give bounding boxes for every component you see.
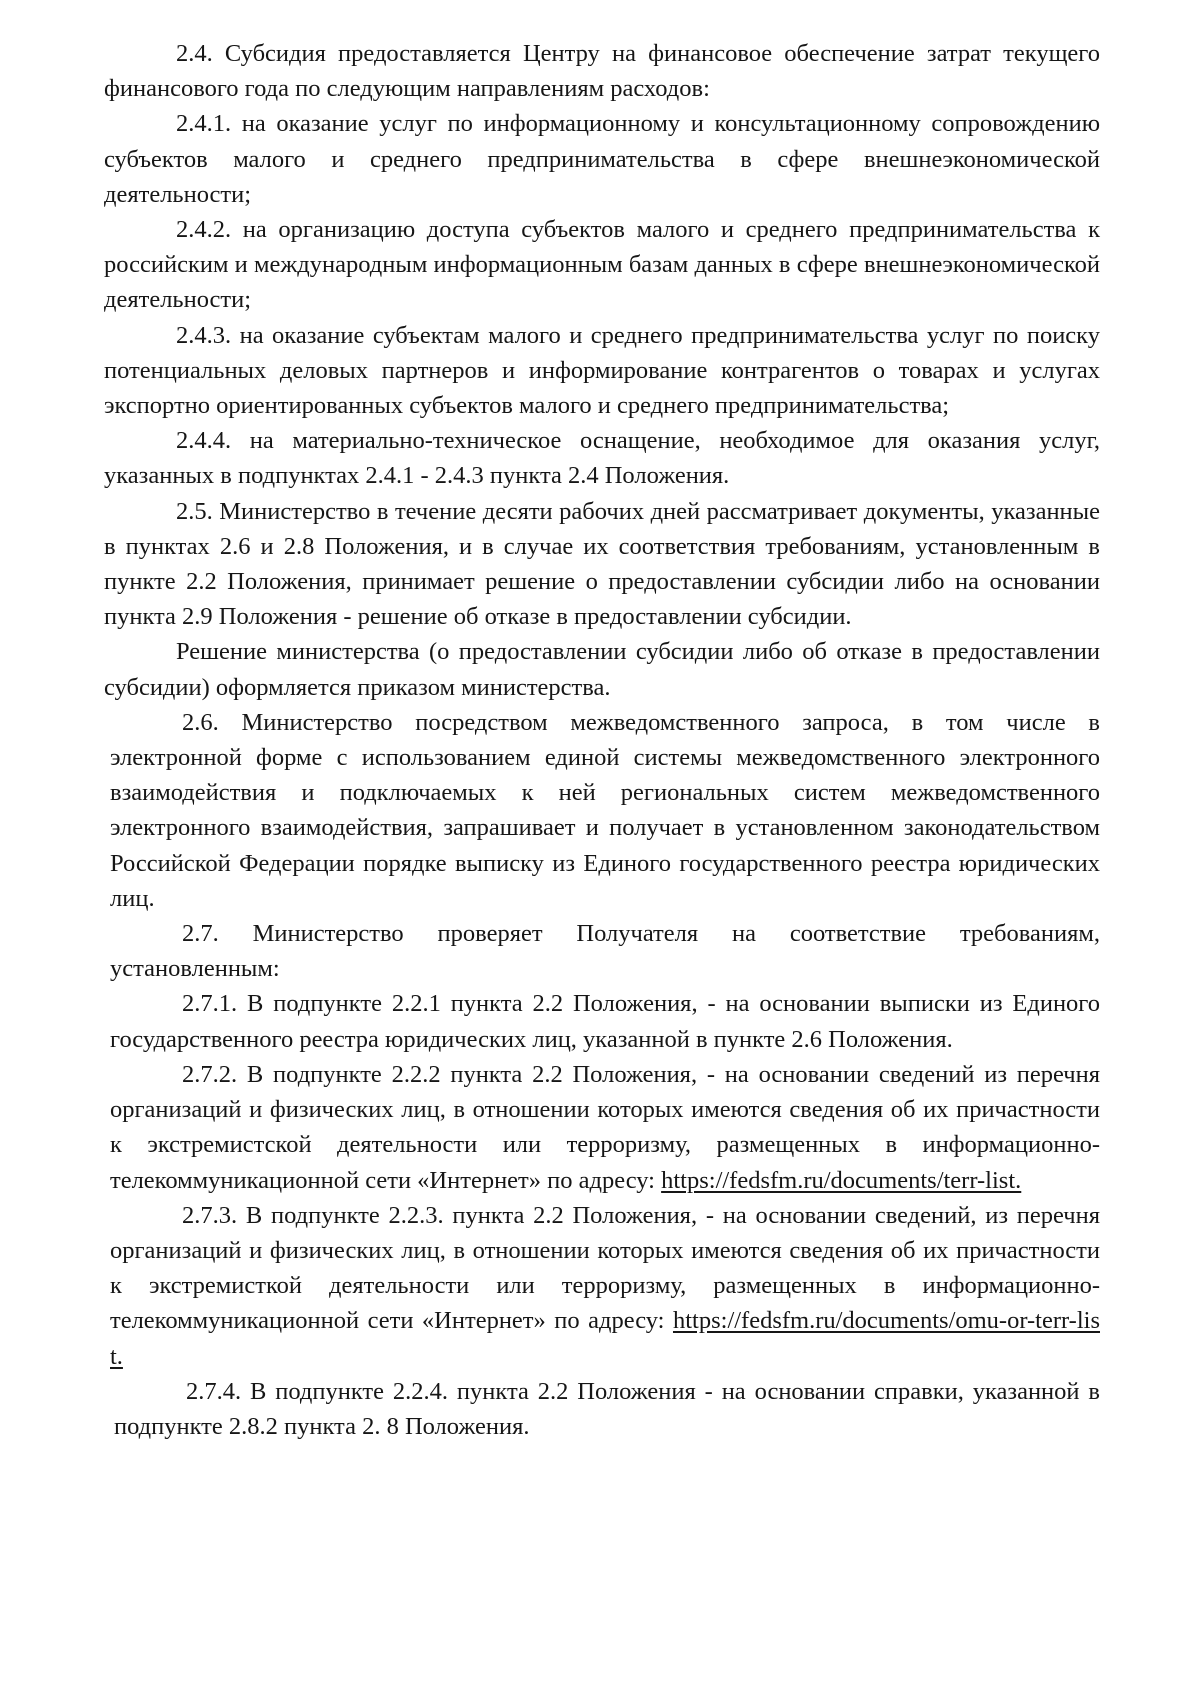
paragraph-2-7-2 xyxy=(104,1057,1100,1198)
paragraph-2-7-3-text: 2.7.3. В подпункте 2.2.3. пункта 2.2 Положения, - на основании сведений, из перечня организаций и физических лиц, в отношении которых имеются сведения об их причастности к экстремисткой деятельности или терроризму, размещенных в информационно-телекоммуникационной сети «Интернет» по адресу: xyxy=(110,1201,1100,1335)
paragraph-2-4-2: 2.4.2. на организацию доступа субъектов малого и среднего предпринимательства к российским и международным информационным базам данных в сфере внешнеэкономической деятельности; xyxy=(104,216,1100,314)
paragraph-2-7-3 xyxy=(104,1198,1100,1374)
paragraph-2-7-1: 2.7.1. В подпункте 2.2.1 пункта 2.2 Положения, - на основании выписки из Единого государственного реестра юридических лиц, указанной в пункте 2.6 Положения. xyxy=(110,990,1100,1053)
paragraph-2-4-4: 2.4.4. на материально-техническое оснащение, необходимое для оказания услуг, указанных в подпунктах 2.4.1 - 2.4.3 пункта 2.4 Положения. xyxy=(104,427,1100,490)
paragraph-2-4-3: 2.4.3. на оказание субъектам малого и среднего предпринимательства услуг по поиску потенциальных деловых партнеров и информирование контрагентов о товарах и услугах экспортно ориентированных субъектов малого и среднего предпринимательства; xyxy=(104,321,1100,420)
paragraph-2-6: 2.6. Министерство посредством межведомственного запроса, в том числе в электронной форме с использованием единой системы межведомственного электронного взаимодействия и подключаемых к ней региональных систем межведомственного электронного взаимодействия, запрашивает и получает в установленном законодательством Российской Федерации порядке выписку из Единого государственного реестра юридических лиц. xyxy=(110,708,1100,912)
paragraph-2-4: 2.4. Субсидия предоставляется Центру на финансовое обеспечение затрат текущего финансового года по следующим направлениям расходов: xyxy=(104,40,1100,103)
paragraph-2-7: 2.7. Министерство проверяет Получателя на соответствие требованиям, установленным: xyxy=(110,920,1100,983)
paragraph-2-5-decision: Решение министерства (о предоставлении субсидии либо об отказе в предоставлении субсидии) оформляется приказом министерства. xyxy=(104,638,1100,701)
omu-or-terr-list-link[interactable]: https://fedsfm.ru/documents/omu-or-terr-list. xyxy=(110,1307,1100,1370)
terr-list-link[interactable]: https://fedsfm.ru/documents/terr-list. xyxy=(661,1166,1022,1194)
paragraph-2-7-4: 2.7.4. В подпункте 2.2.4. пункта 2.2 Положения - на основании справки, указанной в подпункте 2.8.2 пункта 2. 8 Положения. xyxy=(114,1377,1100,1440)
paragraph-2-5: 2.5. Министерство в течение десяти рабочих дней рассматривает документы, указанные в пунктах 2.6 и 2.8 Положения, и в случае их соответствия требованиям, установленным в пункте 2.2 Положения, принимает решение о предоставлении субсидии либо на основании пункта 2.9 Положения - решение об отказе в предоставлении субсидии. xyxy=(104,497,1100,631)
paragraph-2-7-2-text: 2.7.2. В подпункте 2.2.2 пункта 2.2 Положения, - на основании сведений из перечня организаций и физических лиц, в отношении которых имеются сведения об их причастности к экстремистской деятельности или терроризму, размещенных в информационно-телекоммуникационной сети «Интернет» по адресу: xyxy=(110,1060,1100,1194)
paragraph-2-4-1: 2.4.1. на оказание услуг по информационному и консультационному сопровождению субъектов малого и среднего предпринимательства в сфере внешнеэкономической деятельности; xyxy=(104,110,1100,208)
